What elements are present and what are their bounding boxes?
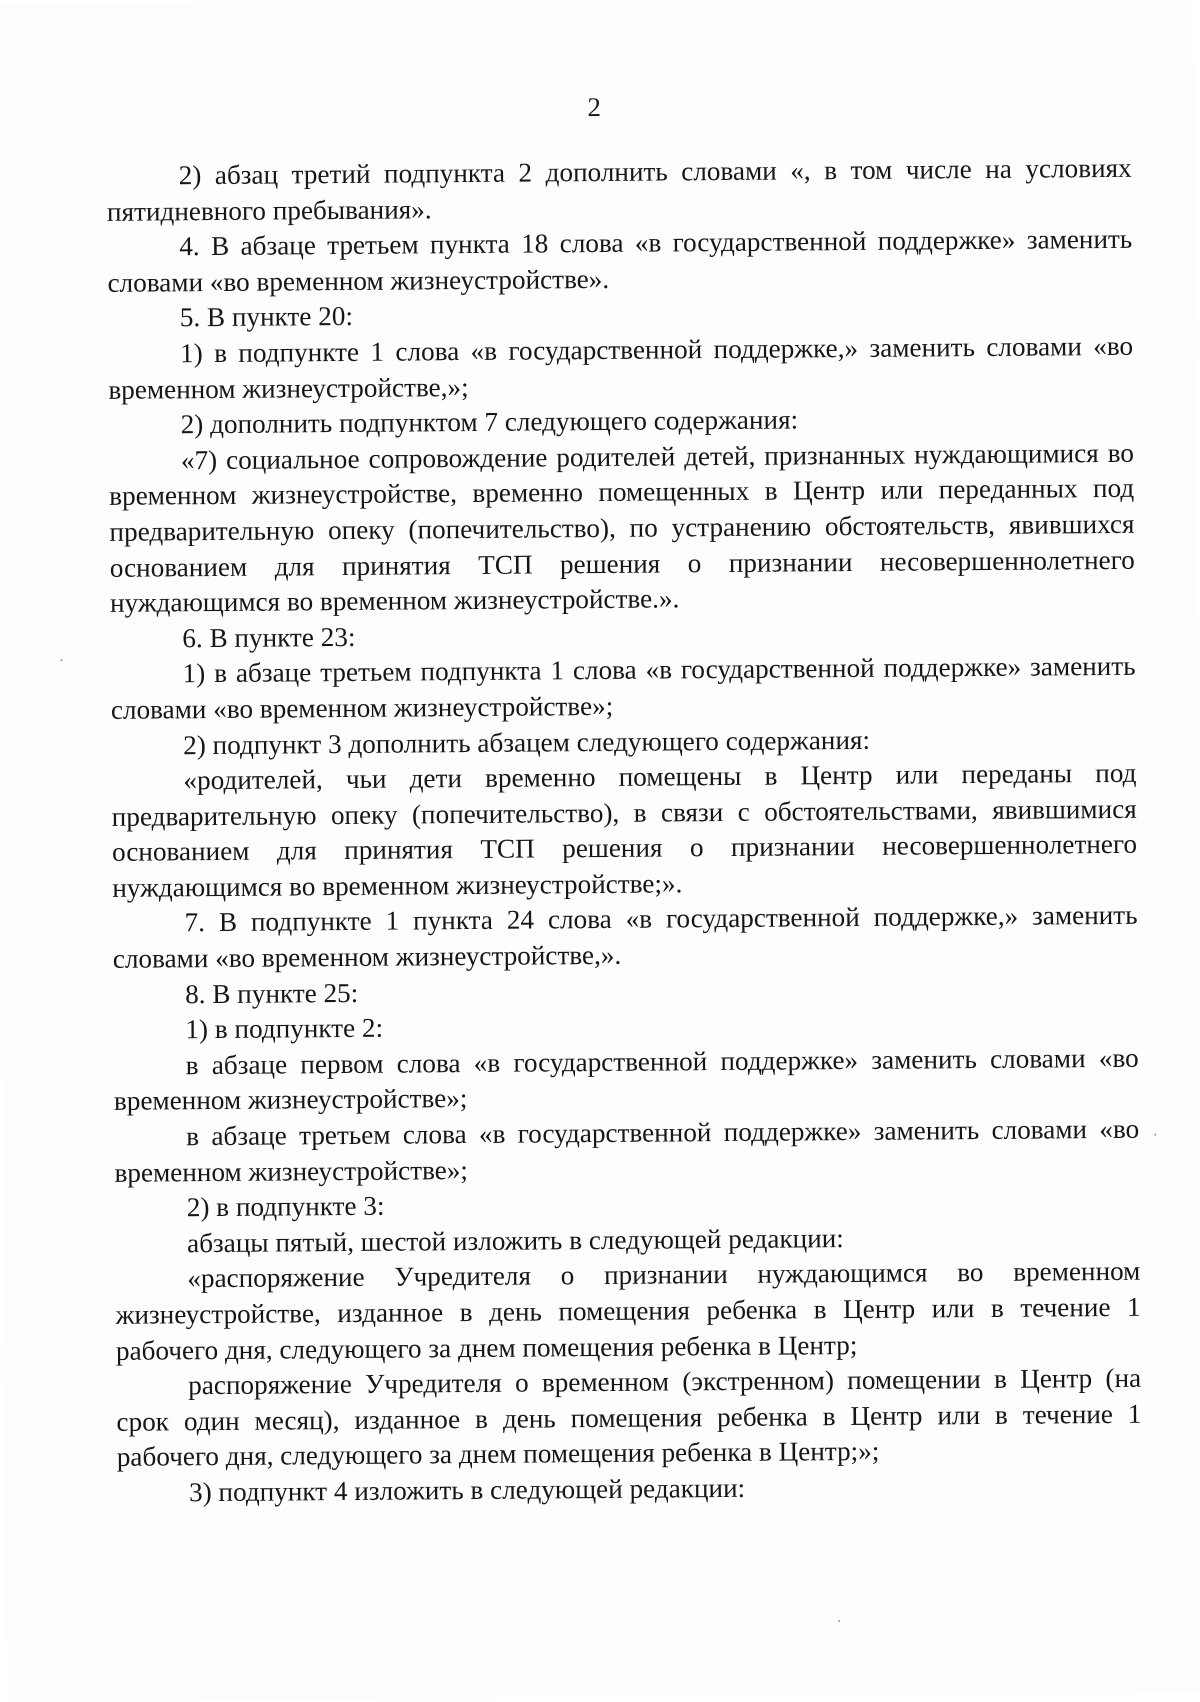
scan-speck (838, 1620, 840, 1622)
paragraph: 2) дополнить подпунктом 7 следующего содержания: (180, 404, 799, 440)
paragraph: 1) в абзаце третьем подпункта 1 слова «в государственной поддержке» заменить словами «во временном жизнеустройстве»; (110, 651, 1136, 725)
paragraph: в абзаце третьем слова «в государственной поддержке» заменить словами «во временном жизнеустройстве»; (114, 1113, 1140, 1188)
paragraph: 3) подпункт 4 изложить в следующей редакции: (188, 1472, 746, 1508)
paragraph: 4. В абзаце третьем пункта 18 слова «в государственной поддержке» заменить словами «во временном жизнеустройстве». (107, 223, 1133, 298)
paragraph: абзацы пятый, шестой изложить в следующей редакции: (186, 1222, 844, 1259)
scan-speck (1154, 1134, 1156, 1136)
paragraph: 1) в подпункте 2: (185, 1012, 384, 1045)
paragraph: 5. В пункте 20: (179, 301, 354, 333)
paragraph: 2) в подпункте 3: (186, 1190, 385, 1223)
paragraph: распоряжение Учредителя о временном (экстренном) помещении в Центр (на срок один месяц), изданное в день помещения ребенка в Центр или в течение 1 рабочего дня, следующего за днем помещения ребенка в Центр;»; (116, 1362, 1142, 1473)
document-body (107, 151, 1143, 1512)
paragraph: 1) в подпункте 1 слова «в государственной поддержке,» заменить словами «во временном жизнеустройстве,»; (108, 330, 1134, 405)
paragraph: «распоряжение Учредителя о признании нуждающимся во временном жизнеустройстве, изданное в день помещения ребенка в Центр или в течение 1 рабочего дня, следующего за днем помещения ребенка в Центр; (115, 1256, 1141, 1366)
paragraph: в абзаце первом слова «в государственной поддержке» заменить словами «во временном жизнеустройстве»; (113, 1042, 1139, 1117)
paragraph: 2) абзац третий подпункта 2 дополнить словами «, в том числе на условиях пятидневного пребывания». (106, 152, 1132, 227)
scan-speck (60, 659, 62, 661)
paragraph: 6. В пункте 23: (182, 621, 356, 653)
paragraph: 2) подпункт 3 дополнить абзацем следующего содержания: (183, 724, 871, 760)
page-number: 2 (587, 91, 602, 123)
paragraph: 8. В пункте 25: (184, 977, 359, 1009)
paragraph: 7. В подпункте 1 пункта 24 слова «в государственной поддержке,» заменить словами «во временном жизнеустройстве,». (112, 900, 1138, 974)
paragraph: «родителей, чьи дети временно помещены в Центр или переданы под предварительную опеку (попечительство), в связи с обстоятельствами, явившимися основанием для принятия ТСП решения о признании несовершеннолетнего нуждающимся во временном жизнеустройстве;». (111, 757, 1138, 903)
paragraph: «7) социальное сопровождение родителей детей, признанных нуждающимися во временном жизнеустройстве, временно помещенных в Центр или переданных под предварительную опеку (попечительство), по устранению обстоятельств, явившихся основанием для принятия ТСП решения о признании несовершеннолетнего нуждающимся во временном жизнеустройстве.». (109, 437, 1135, 618)
